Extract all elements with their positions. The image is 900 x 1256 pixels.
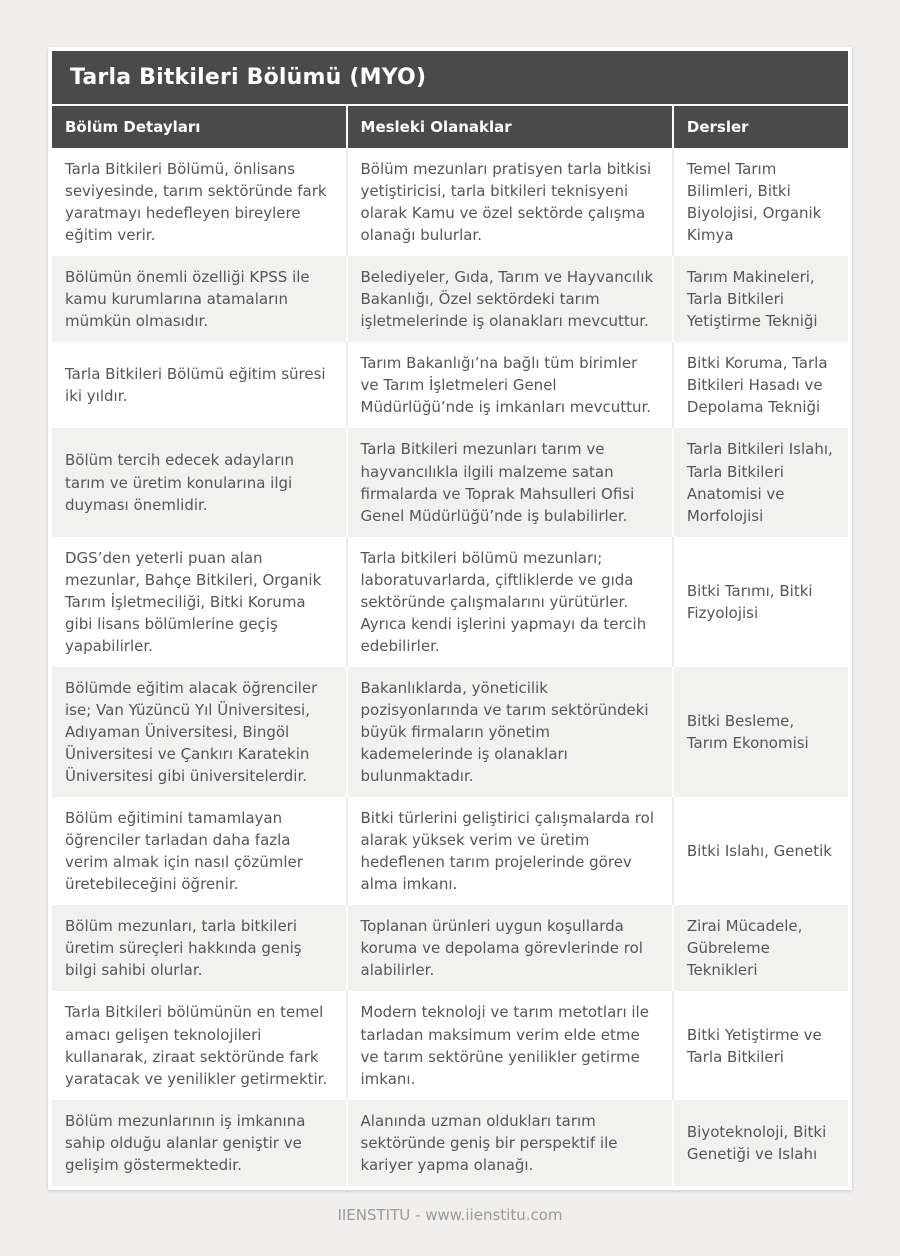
cell-opportunity: Tarla bitkileri bölümü mezunları; laboratuvarlarda, çiftliklerde ve gıda sektöründe çalışmalarını yürütürler. Ayrıca kendi işlerini yapmayı da tercih edebilirler. [347,537,673,667]
cell-opportunity: Bölüm mezunları pratisyen tarla bitkisi yetiştiricisi, tarla bitkileri teknisyeni olarak Kamu ve özel sektörde çalışma olanağı bulurlar. [347,148,673,256]
cell-opportunity: Bitki türlerini geliştirici çalışmalarda rol alarak yüksek verim ve üretim hedeflenen tarım projelerinde görev alma imkanı. [347,797,673,905]
table-row [52,797,848,905]
cell-courses: Tarım Makineleri, Tarla Bitkileri Yetiştirme Tekniği [673,256,848,342]
column-header-bolum-detaylari: Bölüm Detayları [52,106,347,148]
cell-detail: Bölüm tercih edecek adayların tarım ve üretim konularına ilgi duyması önemlidir. [65,451,295,514]
cell-detail: Tarla Bitkileri Bölümü eğitim süresi iki yıldır. [65,365,326,406]
table-row [52,537,848,667]
cell-opportunity: Toplanan ürünleri uygun koşullarda koruma ve depolama görevlerinde rol alabilirler. [347,905,673,991]
table-row [52,256,848,342]
cell-courses: Tarla Bitkileri Islahı, Tarla Bitkileri Anatomisi ve Morfolojisi [673,428,848,536]
cell-detail: Tarla Bitkileri bölümünün en temel amacı gelişen teknolojileri kullanarak, ziraat sektöründe fark yaratacak ve yenilikler getirmektir. [65,1003,328,1088]
cell-courses: Bitki Tarımı, Bitki Fizyolojisi [673,537,848,667]
table-row [52,428,848,536]
cell-opportunity: Tarım Bakanlığı’na bağlı tüm birimler ve Tarım İşletmeleri Genel Müdürlüğü’nde iş imkanları mevcuttur. [347,342,673,428]
table-row [52,905,848,991]
cell-courses: Bitki Koruma, Tarla Bitkileri Hasadı ve Depolama Tekniği [673,342,848,428]
cell-detail: DGS’den yeterli puan alan mezunlar, Bahçe Bitkileri, Organik Tarım İşletmeciliği, Bitki Koruma gibi lisans bölümlerine geçiş yapabilirler. [65,548,322,655]
cell-courses: Zirai Mücadele, Gübreleme Teknikleri [673,905,848,991]
table-row [52,667,848,797]
cell-opportunity: Tarla Bitkileri mezunları tarım ve hayvancılıkla ilgili malzeme satan firmalarda ve Toprak Mahsulleri Ofisi Genel Müdürlüğü’nde iş bulabilirler. [347,428,673,536]
page-title: Tarla Bitkileri Bölümü (MYO) [52,51,848,104]
cell-courses: Bitki Yetiştirme ve Tarla Bitkileri [673,991,848,1099]
cell-detail: Tarla Bitkileri Bölümü, önlisans seviyesinde, tarım sektöründe fark yaratmayı hedefleyen bireylere eğitim verir. [65,160,327,245]
cell-courses: Bitki Besleme, Tarım Ekonomisi [673,667,848,797]
cell-courses: Bitki Islahı, Genetik [673,797,848,905]
cell-detail: Bölüm mezunları, tarla bitkileri üretim süreçleri hakkında geniş bilgi sahibi olurlar. [65,917,302,980]
cell-detail: Bölüm eğitimini tamamlayan öğrenciler tarladan daha fazla verim almak için nasıl çözümler üretebileceğini öğrenir. [65,809,303,894]
column-header-mesleki-olanaklar: Mesleki Olanaklar [347,106,673,148]
cell-opportunity: Belediyeler, Gıda, Tarım ve Hayvancılık Bakanlığı, Özel sektördeki tarım işletmelerinde iş olanakları mevcuttur. [347,256,673,342]
cell-opportunity: Modern teknoloji ve tarım metotları ile tarladan maksimum verim elde etme ve tarım sektörüne yenilikler getirme imkanı. [347,991,673,1099]
table-header-row [52,106,848,148]
footer-text: IIENSTITU - www.iienstitu.com [337,1205,563,1224]
cell-detail: Bölümde eğitim alacak öğrenciler ise; Van Yüzüncü Yıl Üniversitesi, Adıyaman Üniversitesi, Bingöl Üniversitesi ve Çankırı Karatekin Üniversitesi gibi üniversitelerdir. [65,678,318,786]
cell-courses: Temel Tarım Bilimleri, Bitki Biyolojisi, Organik Kimya [673,148,848,256]
column-header-dersler: Dersler [673,106,848,148]
content-card [48,47,852,1190]
table-row [52,1100,848,1186]
cell-courses: Biyoteknoloji, Bitki Genetiği ve Islahı [673,1100,848,1186]
cell-detail: Bölüm mezunlarının iş imkanına sahip olduğu alanlar geniştir ve gelişim göstermektedir. [65,1111,306,1174]
table-row [52,148,848,256]
cell-detail: Bölümün önemli özelliği KPSS ile kamu kurumlarına atamaların mümkün olmasıdır. [65,268,310,331]
cell-opportunity: Alanında uzman oldukları tarım sektöründe geniş bir perspektif ile kariyer yapma olanağı. [347,1100,673,1186]
info-table [52,106,848,1186]
table-row [52,342,848,428]
table-row [52,991,848,1099]
cell-opportunity: Bakanlıklarda, yöneticilik pozisyonlarında ve tarım sektöründeki büyük firmaların yönetim kademelerinde iş olanakları bulunmaktadır. [347,667,673,797]
